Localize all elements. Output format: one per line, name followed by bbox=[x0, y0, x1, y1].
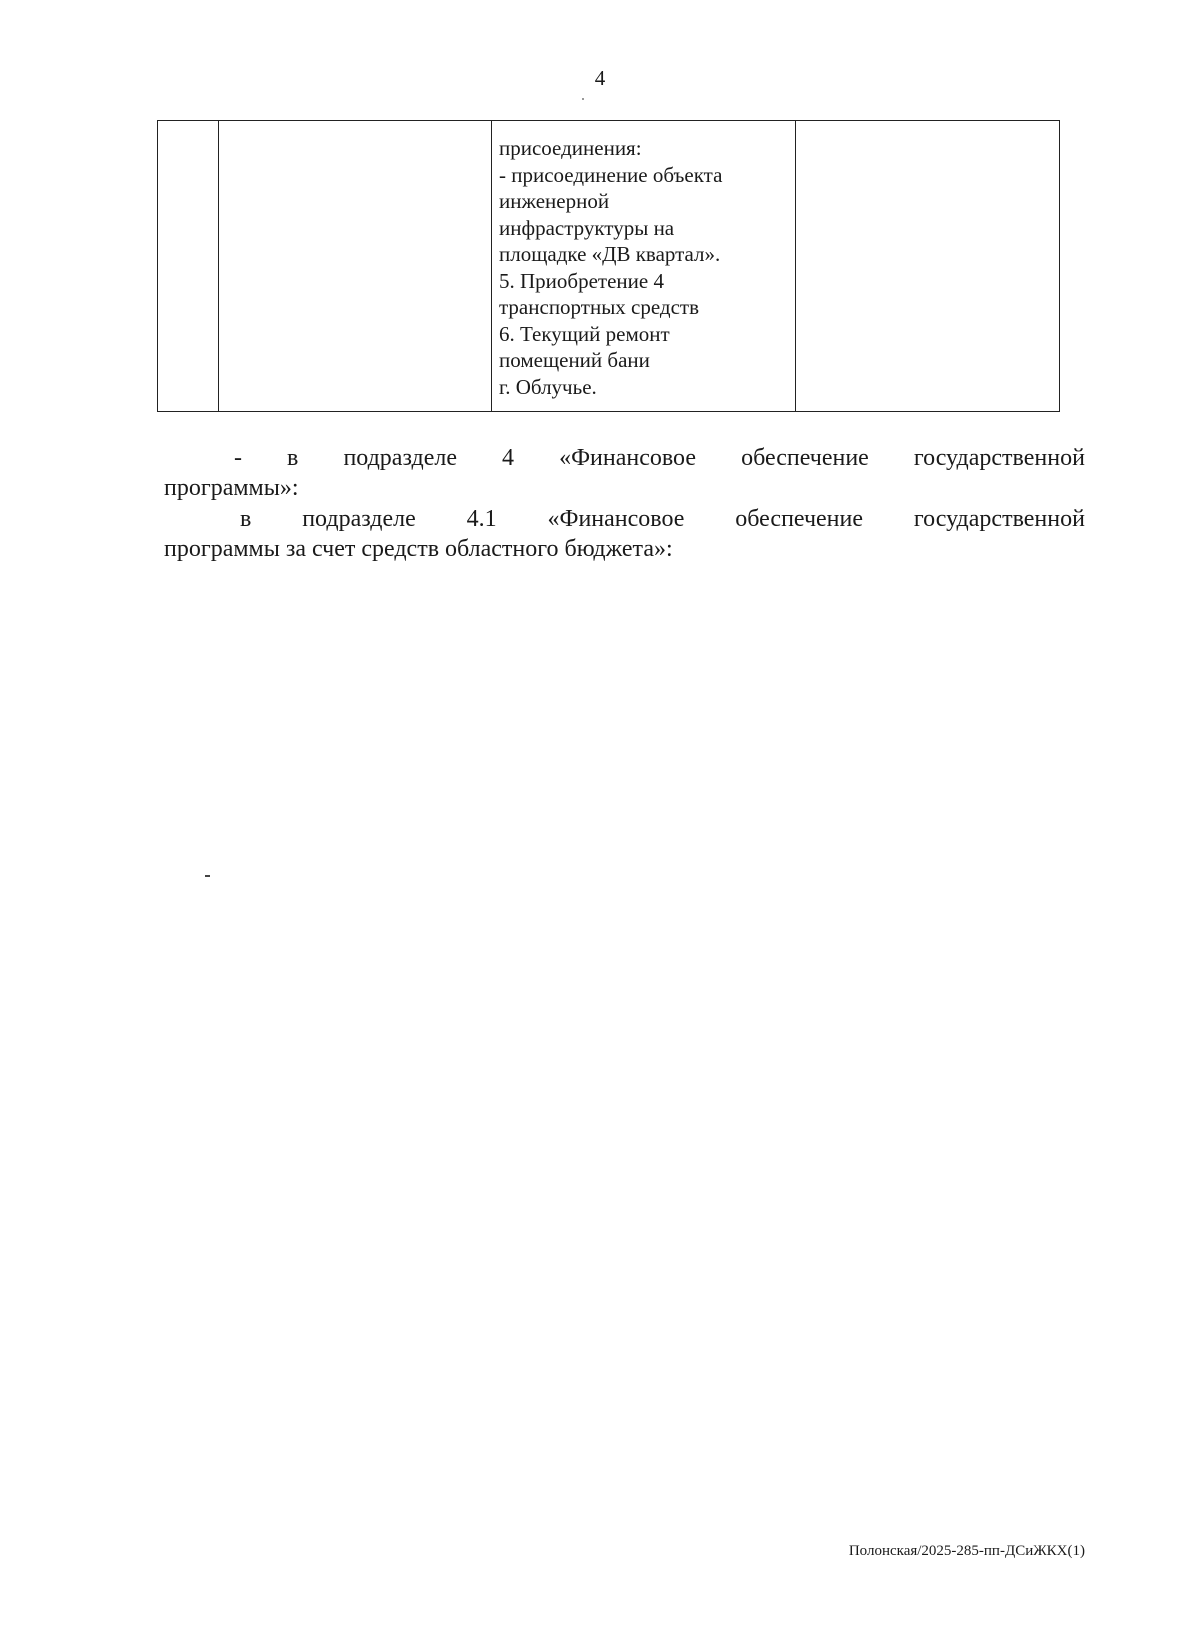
cell-line: транспортных средств bbox=[499, 295, 700, 319]
cell-line: - присоединение объекта bbox=[499, 162, 723, 187]
paragraph-subsection-4-1 bbox=[164, 504, 1085, 564]
cell-line: помещений бани bbox=[499, 348, 650, 372]
paragraph-last-line: программы за счет средств областного бюджета»: bbox=[164, 536, 673, 562]
paragraph-first-line bbox=[164, 443, 1085, 473]
paragraph-first-line bbox=[164, 504, 1085, 534]
word: «Финансовое bbox=[559, 445, 697, 471]
scan-speck bbox=[582, 98, 584, 100]
word: 4 bbox=[502, 445, 515, 471]
word: подразделе bbox=[343, 445, 457, 471]
footer-reference: Полонская/2025-285-пп-ДСиЖКХ(1) bbox=[848, 1543, 1085, 1559]
cell-line: инфраструктуры на bbox=[499, 215, 675, 240]
cell-line: площадке «ДВ квартал». bbox=[499, 242, 721, 266]
content-table bbox=[157, 120, 1060, 412]
word: в bbox=[287, 445, 299, 471]
word: государственной bbox=[913, 445, 1085, 471]
cell-line: г. Облучье. bbox=[499, 374, 597, 399]
table-cell-2 bbox=[219, 121, 492, 412]
cell-line: инженерной bbox=[499, 189, 610, 213]
page-number: 4 bbox=[594, 66, 606, 90]
word: обеспечение bbox=[741, 445, 869, 471]
paragraph-last-line: программы»: bbox=[164, 475, 299, 501]
cell-line: 6. Текущий ремонт bbox=[499, 321, 670, 346]
word: в bbox=[240, 506, 252, 532]
cell-line: 5. Приобретение 4 bbox=[499, 268, 664, 293]
table-cell-1 bbox=[158, 121, 219, 412]
table-cell-4 bbox=[796, 121, 1060, 412]
word: 4.1 bbox=[466, 506, 497, 532]
cell-line: присоединения: bbox=[499, 136, 642, 160]
table-cell-3 bbox=[492, 121, 796, 412]
paragraph-subsection-4 bbox=[164, 443, 1085, 503]
word: государственной bbox=[913, 506, 1085, 532]
table-row bbox=[158, 121, 1060, 412]
cell-3-text bbox=[492, 121, 795, 400]
word: обеспечение bbox=[735, 506, 864, 532]
scan-speck bbox=[205, 875, 210, 877]
word: подразделе bbox=[302, 506, 416, 532]
word: - bbox=[234, 445, 242, 471]
word: «Финансовое bbox=[547, 506, 685, 532]
